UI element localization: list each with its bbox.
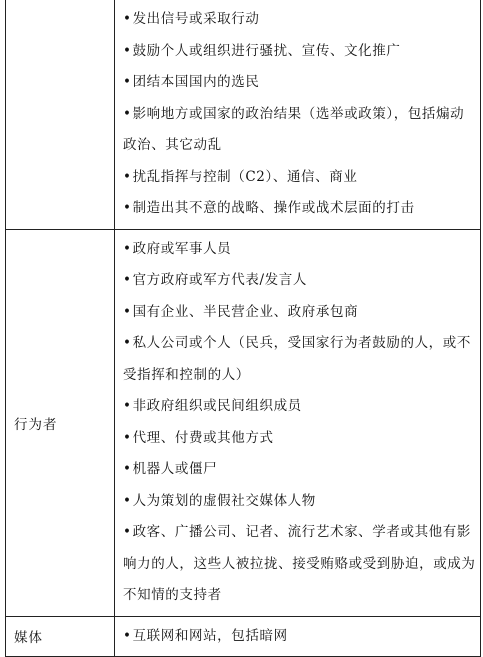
list-item-text: • 影响地方或国家的政治结果（选举或政策），包括煽动 <box>123 99 474 131</box>
list-item <box>123 454 474 486</box>
list-item <box>123 99 474 162</box>
row-label: 媒体 <box>14 630 43 647</box>
list-item-text-continued: 响力的人，这些人被拉拢、接受贿赂或受到胁迫，或成为 <box>123 555 476 572</box>
list-item <box>123 486 474 518</box>
list-item-text: • 人为策划的虚假社交媒体人物 <box>123 486 474 518</box>
list-item <box>123 234 474 266</box>
list-item <box>123 328 474 391</box>
row-label: 行为者 <box>14 416 58 433</box>
list-item-text: • 政客、广播公司、记者、流行艺术家、学者或其他有影 <box>123 517 474 549</box>
list-item <box>123 265 474 297</box>
list-item-text-continued: 不知情的支持者 <box>123 587 222 603</box>
list-item <box>123 391 474 423</box>
row-content-cell <box>115 616 481 657</box>
list-item-text: • 代理、付费或其他方式 <box>123 423 474 455</box>
list-item <box>123 193 474 225</box>
row-content-cell <box>115 229 481 616</box>
table-row <box>6 616 481 657</box>
list-item-text: • 鼓励个人或组织进行骚扰、宣传、文化推广 <box>123 36 474 68</box>
list-item-text: • 发出信号或采取行动 <box>123 4 474 36</box>
list-item-text-continued: 政治、其它动乱 <box>123 137 222 153</box>
row-label-cell <box>6 616 115 657</box>
list-item-text: • 官方政府或军方代表/发言人 <box>123 265 474 297</box>
table-row <box>6 229 481 616</box>
row-content-cell <box>115 0 481 229</box>
list-item-text: • 扰乱指挥与控制（C2）、通信、商业 <box>123 162 474 194</box>
list-item <box>123 423 474 455</box>
list-item-text-continued: 受指挥和控制的人） <box>123 366 250 383</box>
list-item <box>123 621 474 653</box>
list-item <box>123 297 474 329</box>
list-item-text: • 国有企业、半民营企业、政府承包商 <box>123 297 474 329</box>
list-item-text: • 制造出其不意的战略、操作或战术层面的打击 <box>123 193 474 225</box>
list-item <box>123 67 474 99</box>
list-item-text: • 私人公司或个人（民兵，受国家行为者鼓励的人，或不 <box>123 328 474 360</box>
list-item-text: • 互联网和网站，包括暗网 <box>123 621 474 653</box>
list-item <box>123 162 474 194</box>
list-item <box>123 4 474 36</box>
row-label-cell <box>6 229 115 616</box>
list-item-text: • 非政府组织或民间组织成员 <box>123 391 474 423</box>
list-item-text: • 团结本国国内的选民 <box>123 67 474 99</box>
content-table <box>5 0 481 657</box>
table-row <box>6 0 481 229</box>
list-item <box>123 517 474 612</box>
list-item <box>123 36 474 68</box>
list-item-text: • 机器人或僵尸 <box>123 454 474 486</box>
row-label-cell <box>6 0 115 229</box>
list-item-text: • 政府或军事人员 <box>123 234 474 266</box>
